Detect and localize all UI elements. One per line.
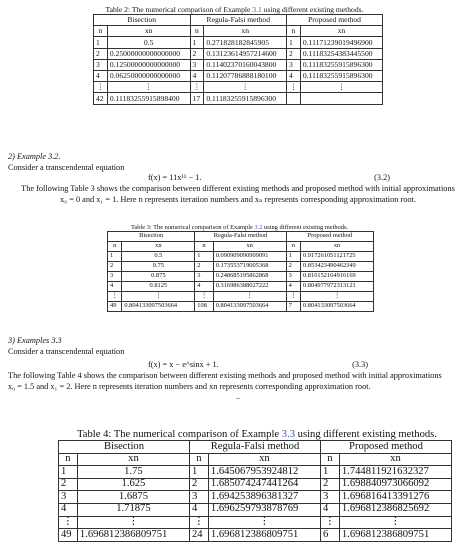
- caption-text: Table 2: The numerical comparison of Example: [105, 5, 253, 14]
- header-proposed: Proposed method: [286, 232, 373, 242]
- caption-text: using different existing methods.: [262, 224, 349, 231]
- table-row: [108, 302, 374, 312]
- caption-ref-link[interactable]: 3.2: [254, 224, 263, 231]
- sub-xn: xn: [213, 242, 286, 252]
- table-row: [108, 262, 374, 272]
- cell: 6: [320, 529, 339, 542]
- cell: 1.694253896381327: [208, 491, 320, 504]
- cell: 49: [59, 529, 78, 542]
- cell: 7: [286, 302, 300, 312]
- cell: ⋮: [213, 292, 286, 302]
- table-row: [108, 282, 374, 292]
- cell: 0.804133097503664: [213, 302, 286, 312]
- equation-number: (3.3): [352, 360, 368, 369]
- cell: 1: [108, 252, 122, 262]
- sub-xn: xn: [300, 26, 382, 37]
- example-3-3-section: [8, 336, 468, 403]
- cell: ⋮: [107, 82, 190, 93]
- cell: 1.685074247441264: [208, 478, 320, 491]
- table-row: [94, 37, 383, 48]
- cell: 0.853423490462349: [301, 262, 374, 272]
- sub-xn: xn: [77, 453, 189, 466]
- table-subheader-row: [94, 26, 383, 37]
- table-header-row: [108, 232, 374, 242]
- caption-ref-link[interactable]: 3.3: [281, 429, 296, 440]
- cell: 4: [286, 282, 300, 292]
- table-row: [108, 272, 374, 282]
- cell: [287, 93, 301, 104]
- cell: 3: [59, 491, 78, 504]
- sub-n: n: [59, 453, 78, 466]
- cell: 3: [195, 272, 213, 282]
- cell: 3: [94, 59, 108, 70]
- cell: 49: [108, 302, 122, 312]
- table-2: [93, 14, 383, 105]
- table-row: [94, 70, 383, 81]
- header-bisection: Bisection: [94, 15, 191, 26]
- cell: 0.917261051121725: [301, 252, 374, 262]
- equation: f(x) = 11x¹¹ − 1.: [148, 173, 202, 182]
- cell: [300, 93, 382, 104]
- header-proposed: Proposed method: [320, 441, 451, 454]
- cell: 2: [94, 48, 108, 59]
- cell: 1.696812386809751: [339, 529, 451, 542]
- caption-text: Table 4: The numerical comparison of Example: [77, 429, 282, 440]
- cell: 0.12500000000000000: [107, 59, 190, 70]
- cell: 1.75: [77, 466, 189, 479]
- table-row: [59, 466, 452, 479]
- cell: 1.698840973066092: [339, 478, 451, 491]
- cell: 0.11183254383445500: [300, 48, 382, 59]
- cell: ⋮: [300, 82, 382, 93]
- cell: 1: [59, 466, 78, 479]
- ellipsis-mark: ..: [235, 392, 241, 401]
- table-3: [107, 231, 374, 312]
- sub-xn: xn: [301, 242, 374, 252]
- table-row: [94, 93, 383, 104]
- table-3-caption: [107, 224, 372, 231]
- cell: ⋮: [189, 516, 208, 529]
- cell: 24: [189, 529, 208, 542]
- sub-xn: xn: [107, 26, 190, 37]
- cell: 1: [286, 252, 300, 262]
- cell: 1.696816413391276: [339, 491, 451, 504]
- cell: 0.11171239019496900: [300, 37, 382, 48]
- cell: 3: [320, 491, 339, 504]
- cell: 4: [195, 282, 213, 292]
- cell: 0.316986388027222: [213, 282, 286, 292]
- cell: 1.696259793878769: [208, 503, 320, 516]
- cell: 0.11402370160043800: [204, 59, 287, 70]
- cell: 0.875: [122, 272, 195, 282]
- cell: 42: [94, 93, 108, 104]
- cell: 0.5: [107, 37, 190, 48]
- cell: 1.625: [77, 478, 189, 491]
- cell: 1.696812386809751: [77, 529, 189, 542]
- cell: 3: [287, 59, 301, 70]
- cell: 1.6875: [77, 491, 189, 504]
- table-2-block: [93, 5, 376, 105]
- cell: 0.5: [122, 252, 195, 262]
- table-4: [58, 440, 452, 542]
- table-header-row: [59, 441, 452, 454]
- cell: 0.06250000000000000: [107, 70, 190, 81]
- cell: 1: [320, 466, 339, 479]
- cell: ⋮: [122, 292, 195, 302]
- header-bisection: Bisection: [108, 232, 195, 242]
- cell: 108: [195, 302, 213, 312]
- caption-ref-link[interactable]: 3.1: [252, 5, 262, 14]
- sub-n: n: [287, 26, 301, 37]
- sub-n: n: [108, 242, 122, 252]
- table-row-ellipsis: [59, 516, 452, 529]
- sub-n: n: [320, 453, 339, 466]
- cell: ⋮: [301, 292, 374, 302]
- cell: 2: [287, 48, 301, 59]
- cell: 4: [320, 503, 339, 516]
- sub-xn: xn: [122, 242, 195, 252]
- cell: 0.271828182845905: [204, 37, 287, 48]
- sub-xn: xn: [339, 453, 451, 466]
- header-regula-falsi: Regula-Falsi method: [195, 232, 286, 242]
- cell: 4: [287, 70, 301, 81]
- paragraph: Consider a transcendental equation: [8, 346, 125, 356]
- paragraph: The following Table 3 shows the comparison between different existing methods and proposed method with initial approximations: [21, 184, 455, 193]
- cell: 2: [286, 262, 300, 272]
- table-row: [59, 491, 452, 504]
- cell: 2: [320, 478, 339, 491]
- cell: 4: [189, 503, 208, 516]
- cell: 4: [59, 503, 78, 516]
- cell: 0.11183255915896300: [204, 93, 287, 104]
- cell: 0.11183255915898400: [107, 93, 190, 104]
- equation-row: [8, 173, 468, 184]
- sub-xn: xn: [208, 453, 320, 466]
- cell: ⋮: [339, 516, 451, 529]
- table-3-block: [107, 224, 372, 312]
- cell: 1.696812386825692: [339, 503, 451, 516]
- cell: 4: [94, 70, 108, 81]
- cell: 0.248685195862868: [213, 272, 286, 282]
- cell: 0.11183255915896300: [300, 59, 382, 70]
- cell: 1: [287, 37, 301, 48]
- table-row: [94, 59, 383, 70]
- cell: 1: [189, 466, 208, 479]
- cell: ⋮: [287, 82, 301, 93]
- cell: 0.11207786888180100: [204, 70, 287, 81]
- cell: 2: [189, 478, 208, 491]
- table-subheader-row: [59, 453, 452, 466]
- table-row-ellipsis: [94, 82, 383, 93]
- sub-n: n: [94, 26, 108, 37]
- table-2-caption: [93, 5, 376, 14]
- cell: 3: [189, 491, 208, 504]
- sub-n: n: [195, 242, 213, 252]
- header-regula-falsi: Regula-Falsi method: [189, 441, 320, 454]
- section-heading: 2) Example 3.2.: [8, 152, 61, 161]
- header-regula-falsi: Regula-Falsi method: [190, 15, 287, 26]
- cell: ⋮: [108, 292, 122, 302]
- cell: 1.645067953924812: [208, 466, 320, 479]
- cell: 0.11183255915896300: [300, 70, 382, 81]
- paragraph: x₀ = 1.5 and x₁ = 2. Here n represents iteration numbers and xn represents corresponding approximation root.: [8, 381, 371, 391]
- cell: 2: [190, 48, 204, 59]
- caption-text: using different existing methods.: [261, 5, 364, 14]
- cell: 17: [190, 93, 204, 104]
- equation-number: (3.2): [374, 173, 390, 182]
- cell: 0.804977972313121: [301, 282, 374, 292]
- paragraph: Consider a transcendental equation: [8, 162, 125, 172]
- cell: 4: [190, 70, 204, 81]
- cell: 0.090909090909091: [213, 252, 286, 262]
- cell: 3: [286, 272, 300, 282]
- sub-n: n: [286, 242, 300, 252]
- cell: ⋮: [94, 82, 108, 93]
- cell: 1.744811921632327: [339, 466, 451, 479]
- sub-n: n: [189, 453, 208, 466]
- table-row-ellipsis: [108, 292, 374, 302]
- table-row: [94, 48, 383, 59]
- paragraph: x₀ = 0 and x₁ = 1. Here n represents iteration numbers and xₙ represents corresponding approximation root.: [60, 194, 416, 204]
- table-row: [59, 478, 452, 491]
- cell: ⋮: [77, 516, 189, 529]
- cell: ⋮: [286, 292, 300, 302]
- cell: 4: [108, 282, 122, 292]
- table-subheader-row: [108, 242, 374, 252]
- cell: 0.816152164916169: [301, 272, 374, 282]
- cell: 1: [94, 37, 108, 48]
- table-4-caption: [58, 429, 456, 440]
- equation: f(x) = x − e^sinx + 1.: [148, 360, 219, 369]
- cell: 1: [190, 37, 204, 48]
- caption-text: using different existing methods.: [295, 429, 437, 440]
- table-header-row: [94, 15, 383, 26]
- cell: ⋮: [208, 516, 320, 529]
- cell: ⋮: [320, 516, 339, 529]
- cell: 2: [59, 478, 78, 491]
- equation-row: [8, 360, 468, 371]
- sub-n: n: [190, 26, 204, 37]
- cell: 0.8125: [122, 282, 195, 292]
- cell: 0.13123614957214600: [204, 48, 287, 59]
- cell: 3: [108, 272, 122, 282]
- cell: ⋮: [195, 292, 213, 302]
- cell: 1.696812386809751: [208, 529, 320, 542]
- cell: 1: [195, 252, 213, 262]
- header-proposed: Proposed method: [287, 15, 383, 26]
- paragraph: The following Table 4 shows the comparison between different existing methods and proposed method with initial approximations: [8, 371, 442, 380]
- cell: ⋮: [190, 82, 204, 93]
- cell: 0.25000000000000000: [107, 48, 190, 59]
- cell: ⋮: [59, 516, 78, 529]
- cell: 1.71875: [77, 503, 189, 516]
- table-row: [59, 503, 452, 516]
- section-heading: 3) Examples 3.3: [8, 336, 62, 345]
- sub-xn: xn: [204, 26, 287, 37]
- table-4-block: [58, 429, 456, 542]
- caption-text: Table 3: The numerical comparison of Example: [130, 224, 255, 231]
- cell: 2: [195, 262, 213, 272]
- cell: 2: [108, 262, 122, 272]
- header-bisection: Bisection: [59, 441, 190, 454]
- cell: 0.75: [122, 262, 195, 272]
- cell: ⋮: [204, 82, 287, 93]
- example-3-2-section: [8, 152, 468, 205]
- table-row: [108, 252, 374, 262]
- table-row: [59, 529, 452, 542]
- cell: 0.804133097503664: [122, 302, 195, 312]
- cell: 0.173553719005368: [213, 262, 286, 272]
- cell: 0.804133097503664: [301, 302, 374, 312]
- cell: 3: [190, 59, 204, 70]
